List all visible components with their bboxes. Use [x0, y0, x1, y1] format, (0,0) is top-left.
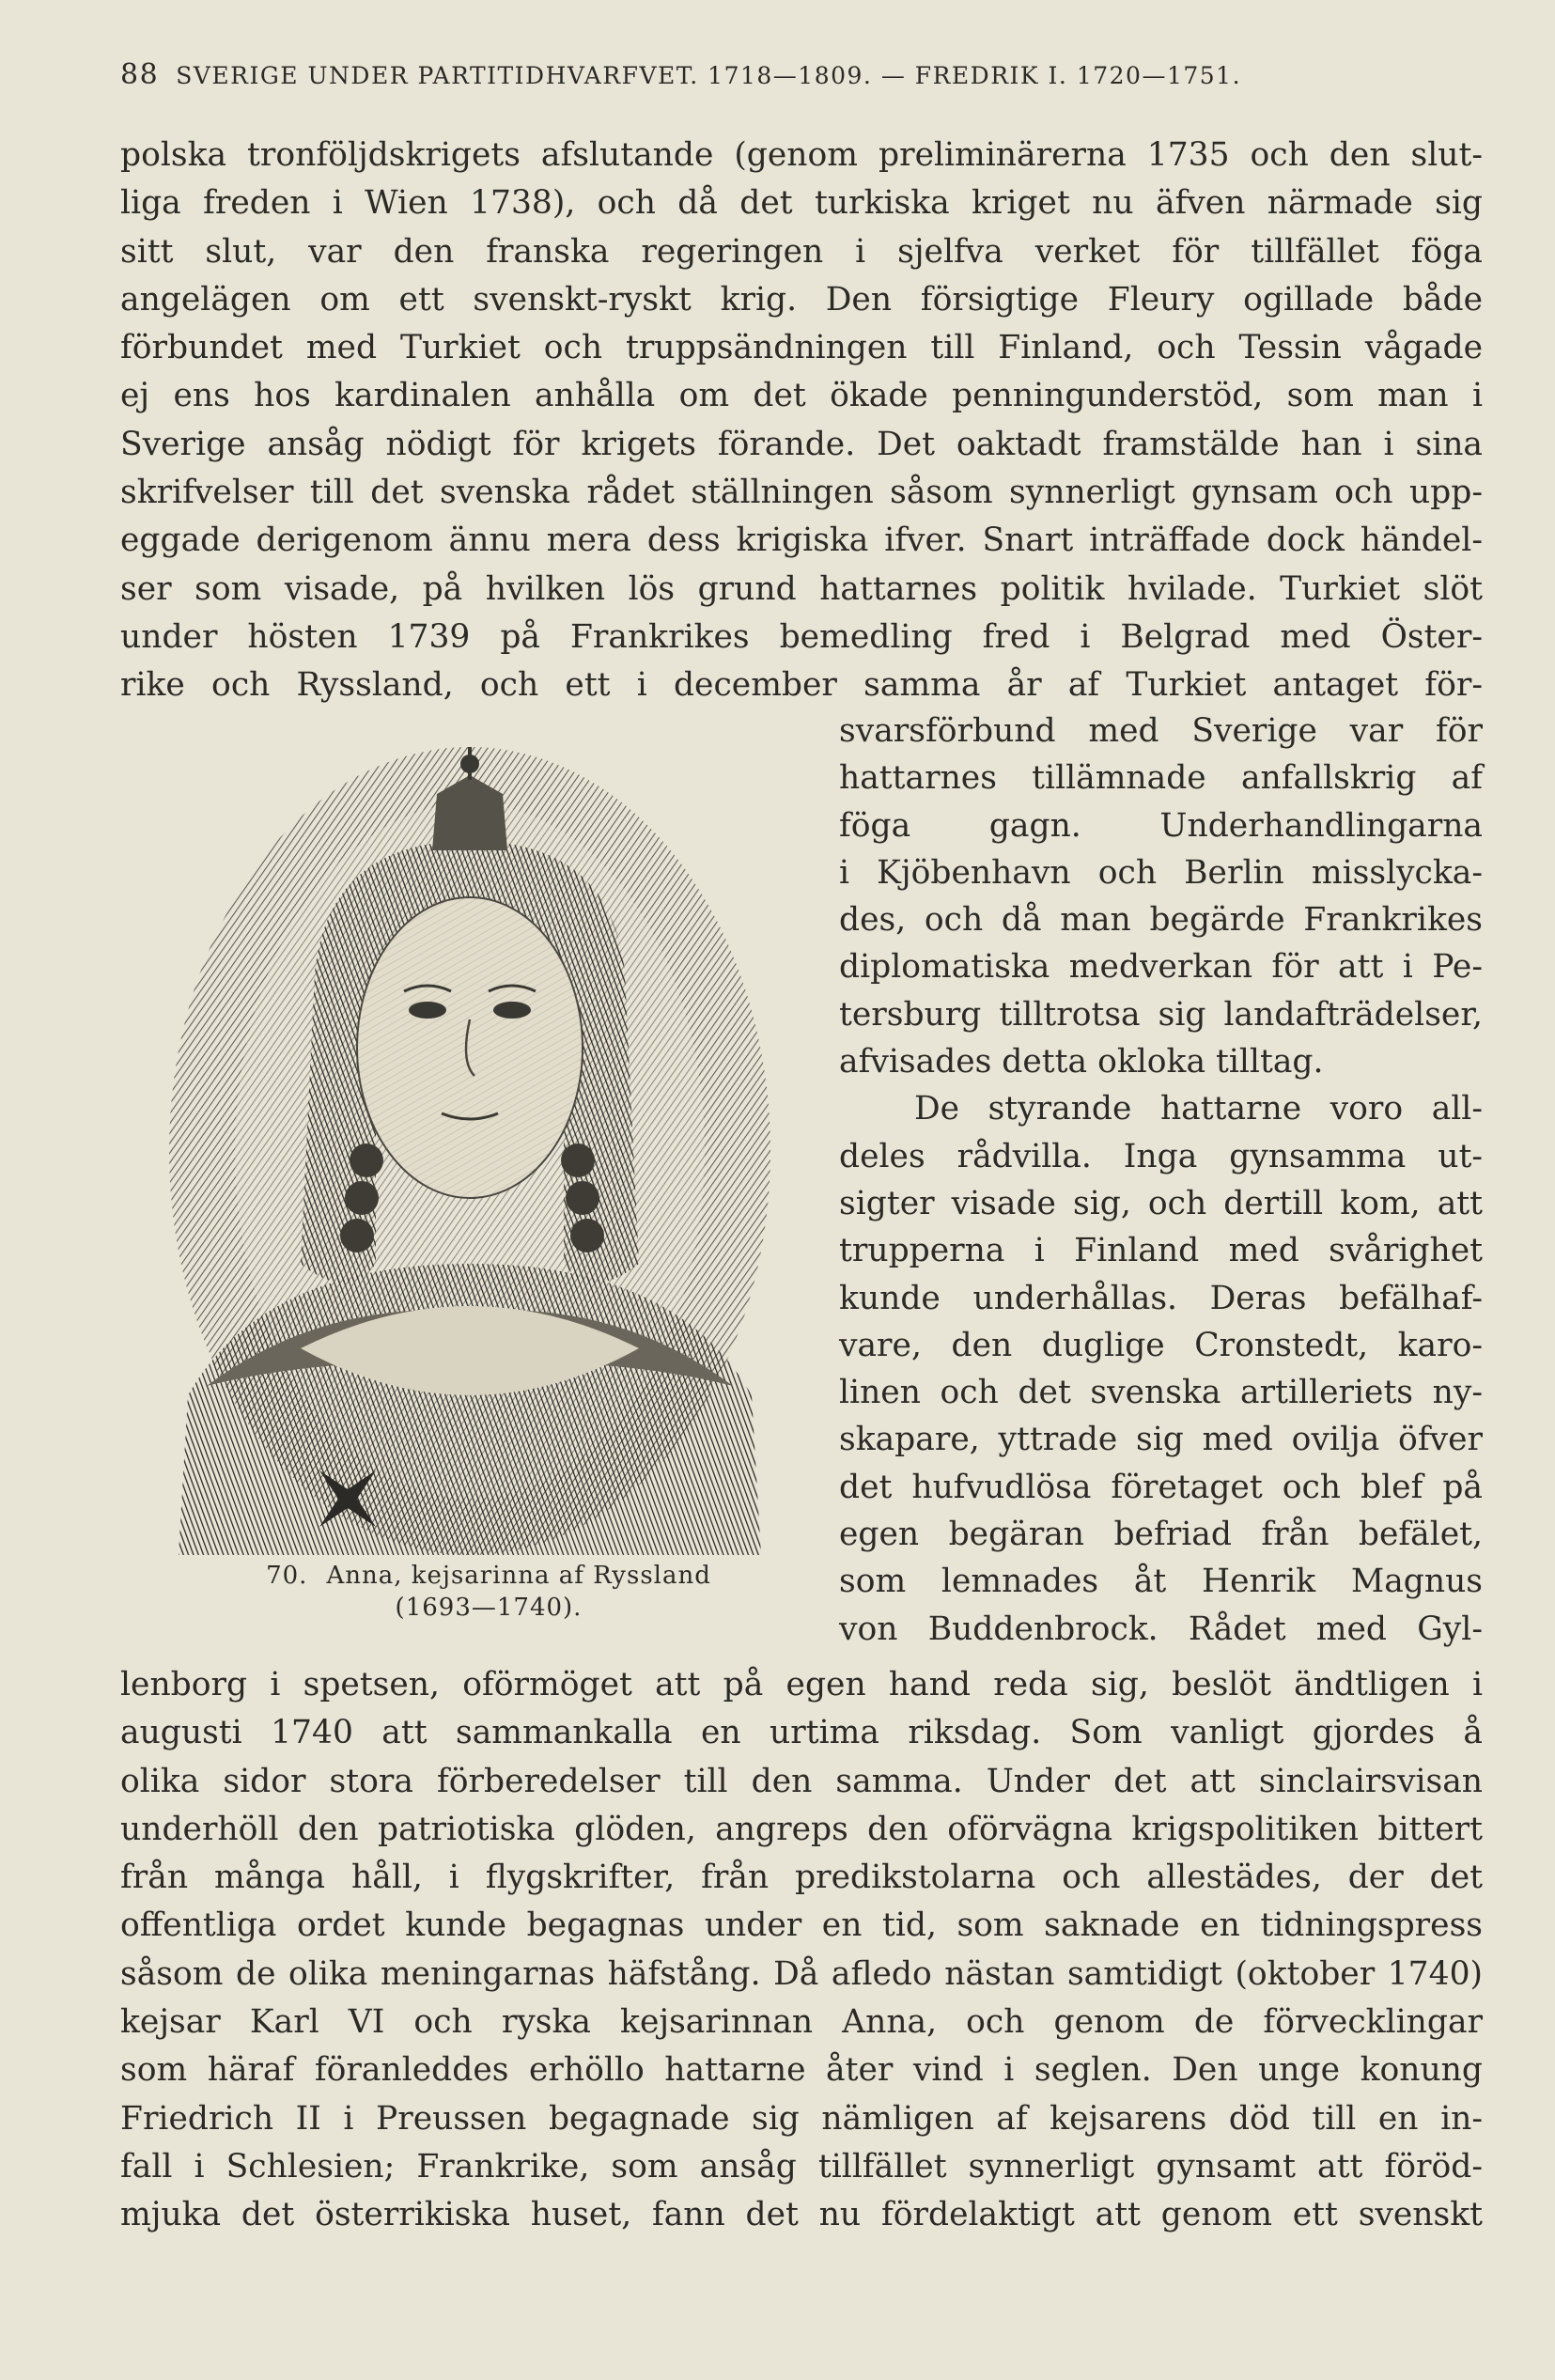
- text-line: olika sidor stora förberedelser till den samma. Under det att sinclairsvisan: [120, 1762, 1483, 1800]
- text-line: linen och det svenska artilleriets ny-: [839, 1374, 1483, 1412]
- figure-dates: (1693—1740).: [395, 1594, 583, 1622]
- text-line: förbundet med Turkiet och truppsändningen till Finland, och Tessin vågade: [120, 329, 1483, 367]
- text-line: kejsar Karl VI och ryska kejsarinnan Anna, och genom de förvecklingar: [120, 2003, 1483, 2042]
- text-line: diplomatiska medverkan för att i Pe-: [839, 948, 1483, 987]
- text-line: afvisades detta okloka tilltag.: [839, 1043, 1324, 1081]
- text-line: polska tronföljdskrigets afslutande (genom preliminärerna 1735 och den slut-: [120, 136, 1483, 174]
- text-line: som lemnades åt Henrik Magnus: [839, 1563, 1483, 1601]
- text-line: des, och då man begärde Frankrikes: [839, 901, 1483, 940]
- text-line: från många håll, i flygskrifter, från predikstolarna och allestädes, der det: [120, 1859, 1483, 1897]
- portrait-illustration: [150, 738, 808, 1564]
- text-block-beside-figure: [839, 708, 1483, 1653]
- text-line: rike och Ryssland, och ett i december samma år af Turkiet antaget för-: [120, 666, 1483, 705]
- text-line: under hösten 1739 på Frankrikes bemedling fred i Belgrad med Öster-: [120, 617, 1483, 656]
- text-line: såsom de olika meningarnas häfstång. Då afledo nästan samtidigt (oktober 1740): [120, 1954, 1483, 1993]
- text-line: ser som visade, på hvilken lös grund hattarnes politik hvilade. Turkiet slöt: [120, 569, 1483, 608]
- text-line: föga gagn. Underhandlingarna: [839, 806, 1483, 845]
- text-line: Friedrich II i Preussen begagnade sig nämligen af kejsarens död till en in-: [120, 2099, 1483, 2138]
- page-number: 88: [120, 58, 160, 91]
- text-line: eggade derigenom ännu mera dess krigiska ifver. Snart inträffade dock händel-: [120, 521, 1483, 560]
- text-line: fall i Schlesien; Frankrike, som ansåg tillfället synnerligt gynsamt att föröd-: [120, 2147, 1483, 2186]
- text-line: von Buddenbrock. Rådet med Gyl-: [839, 1610, 1483, 1648]
- text-line: skrifvelser till det svenska rådet ställningen såsom synnerligt gynsam och upp-: [120, 474, 1483, 512]
- running-header: [120, 58, 1478, 91]
- text-line: underhöll den patriotiska glöden, angreps den oförvägna krigspolitiken bittert: [120, 1810, 1483, 1848]
- figure-number: 70.: [266, 1562, 308, 1590]
- text-block-top: [120, 132, 1483, 710]
- text-line: egen begäran befriad från befälet,: [839, 1516, 1483, 1554]
- text-line: kunde underhållas. Deras befälhaf-: [839, 1279, 1483, 1317]
- figure-caption: [207, 1560, 770, 1624]
- text-line: De styrande hattarne voro all-: [914, 1090, 1483, 1128]
- portrait-engraving: [150, 738, 808, 1564]
- text-line: vare, den duglige Cronstedt, karo-: [839, 1326, 1483, 1364]
- text-line: skapare, yttrade sig med ovilja öfver: [839, 1421, 1483, 1459]
- text-line: i Kjöbenhavn och Berlin misslycka-: [839, 853, 1483, 892]
- text-line: augusti 1740 att sammankalla en urtima riksdag. Som vanligt gjordes å: [120, 1714, 1483, 1752]
- text-line: angelägen om ett svenskt-ryskt krig. Den försigtige Fleury ogillade både: [120, 280, 1483, 319]
- text-line: tersburg tilltrotsa sig landafträdelser,: [839, 995, 1483, 1034]
- text-line: ej ens hos kardinalen anhålla om det ökade penningunderstöd, som man i: [120, 377, 1483, 415]
- text-line: som häraf föranleddes erhöllo hattarne åter vind i seglen. Den unge konung: [120, 2051, 1483, 2090]
- text-line: Sverige ansåg nödigt för krigets förande. Det oaktadt framstälde han i sina: [120, 425, 1483, 463]
- text-line: liga freden i Wien 1738), och då det turkiska kriget nu äfven närmade sig: [120, 184, 1483, 223]
- text-line: det hufvudlösa företaget och blef på: [839, 1468, 1483, 1506]
- text-line: sitt slut, var den franska regeringen i sjelfva verket för tillfället föga: [120, 232, 1483, 271]
- text-line: trupperna i Finland med svårighet: [839, 1232, 1483, 1270]
- text-line: svarsförbund med Sverige var för: [839, 712, 1483, 750]
- text-line: sigter visade sig, och dertill kom, att: [839, 1184, 1483, 1222]
- text-line: offentliga ordet kunde begagnas under en tid, som saknade en tidningspress: [120, 1906, 1483, 1945]
- figure-caption-text: Anna, kejsarinna af Ryssland: [326, 1562, 711, 1590]
- text-line: lenborg i spetsen, oförmöget att på egen hand reda sig, beslöt ändtligen i: [120, 1666, 1483, 1703]
- running-title: SVERIGE UNDER PARTITIDHVARFVET. 1718—1809. — FREDRIK I. 1720—1751.: [176, 62, 1242, 89]
- text-line: deles rådvilla. Inga gynsamma ut-: [839, 1137, 1483, 1175]
- text-block-bottom: [120, 1661, 1483, 2240]
- text-line: mjuka det österrikiska huset, fann det nu fördelaktigt att genom ett svenskt: [120, 2196, 1483, 2234]
- text-line: hattarnes tillämnade anfallskrig af: [839, 759, 1483, 798]
